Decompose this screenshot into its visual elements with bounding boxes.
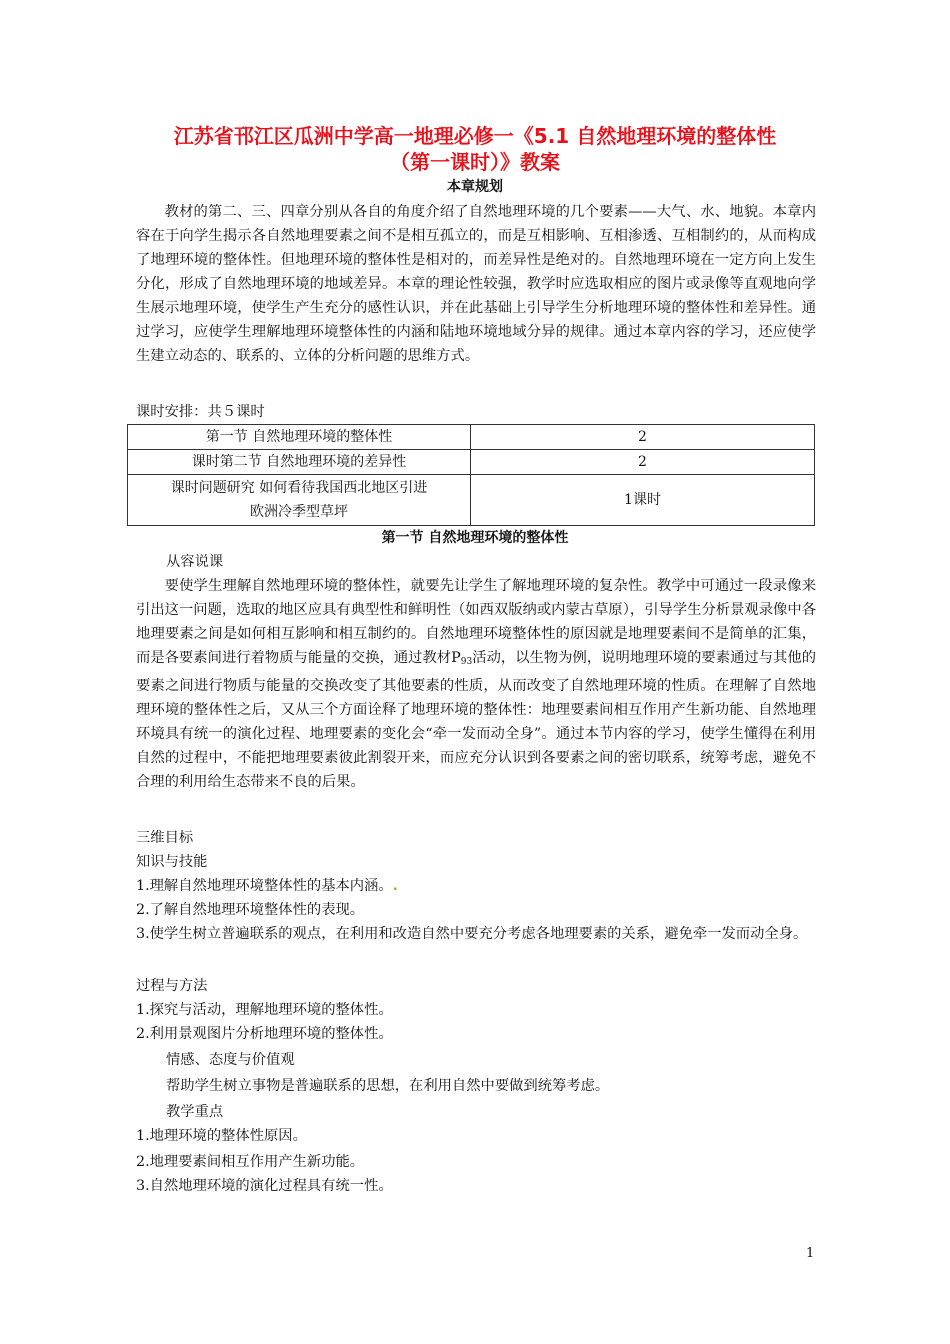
knowledge-item-1-text: 1.理解自然地理环境整体性的基本内涵。: [136, 878, 393, 894]
key-point-item-3: 3.自然地理环境的演化过程具有统一性。: [136, 1178, 393, 1194]
process-heading: 过程与方法: [136, 978, 208, 994]
talk-text-before: 要使学生理解自然地理环境的整体性，就要先让学生了解地理环境的复杂性。教学中可通过一段录像来引出这一问题，选取的地区应具有典型性和鲜明性（如西双版纳或内蒙古草原），引导学生分析景观录像中各地理要素之间是如何相互影响和相互制约的。自然地理环境整体性的原因就是地理要素间不是简单的汇集，而是各要素间进行着物质与能量的交换，通过教材: [136, 578, 816, 666]
table-cell-topic: 第一节 自然地理环境的整体性: [128, 425, 471, 450]
schedule-label: 课时安排：共５课时: [136, 404, 265, 420]
table-cell-hours: 1课时: [471, 475, 815, 526]
page-number: 1: [806, 1246, 815, 1261]
knowledge-item-1: [136, 874, 826, 898]
talk-paragraph: [136, 574, 816, 794]
table-cell-topic-line-1: 课时问题研究 如何看待我国西北地区引进: [170, 480, 428, 496]
document-title-line-2: （第一课时）》教案: [390, 150, 560, 174]
key-point-item-1: 1.地理环境的整体性原因。: [136, 1128, 307, 1144]
chapter-plan-heading: 本章规划: [447, 179, 503, 195]
schedule-table: [127, 424, 815, 526]
process-item-1: 1.探究与活动，理解地理环境的整体性。: [136, 1002, 393, 1018]
chapter-plan-paragraph: 教材的第二、三、四章分别从各自的角度介绍了自然地理环境的几个要素——大气、水、地貌。本章内容在于向学生揭示各自然地理要素之间不是相互孤立的，而是互相影响、互相渗透、互相制约的，从而构成了地理环境的整体性。但地理环境的整体性是相对的，而差异性是绝对的。自然地理环境在一定方向上发生分化，形成了自然地理环境的地域差异。本章的理论性较强，教学时应选取相应的图片或录像等直观地向学生展示地理环境，使学生产生充分的感性认识，并在此基础上引导学生分析地理环境的整体性和差异性。通过学习，应使学生理解地理环境整体性的内涵和陆地环境地域分异的规律。通过本章内容的学习，还应使学生建立动态的、联系的、立体的分析问题的思维方式。: [136, 204, 816, 364]
highlight-dot: .: [392, 878, 398, 894]
table-cell-hours: 2: [471, 425, 815, 450]
table-row: [128, 450, 815, 475]
knowledge-item-3: 3.使学生树立普遍联系的观点，在利用和改造自然中要充分考虑各地理要素的关系，避免牵一发而动全身。: [136, 926, 808, 942]
key-point-item-2: 2.地理要素间相互作用产生新功能。: [136, 1154, 365, 1170]
talk-page-ref: P: [451, 650, 461, 666]
knowledge-item-2: 2.了解自然地理环境整体性的表现。: [136, 902, 365, 918]
table-cell-topic-line-2: 欧洲冷季型草坪: [250, 504, 348, 520]
table-row: [128, 425, 815, 450]
table-cell-hours: 2: [471, 450, 815, 475]
section-heading: 第一节 自然地理环境的整体性: [381, 530, 569, 546]
process-item-2: 2.利用景观图片分析地理环境的整体性。: [136, 1026, 393, 1042]
document-title-line-1: 江苏省邗江区瓜洲中学高一地理必修一《5.1 自然地理环境的整体性: [173, 124, 777, 148]
talk-heading: 从容说课: [166, 554, 224, 570]
table-cell-topic: [128, 475, 471, 526]
table-cell-topic: 课时第二节 自然地理环境的差异性: [128, 450, 471, 475]
table-row: [128, 475, 815, 526]
key-points-heading: 教学重点: [166, 1104, 224, 1120]
emotion-text: 帮助学生树立事物是普遍联系的思想，在利用自然中要做到统筹考虑。: [166, 1078, 610, 1094]
emotion-heading: 情感、态度与价值观: [166, 1052, 295, 1068]
talk-page-ref-number: 93: [460, 657, 473, 667]
talk-text-after: 活动，以生物为例，说明地理环境的要素通过与其他的要素之间进行物质与能量的交换改变了其他要素的性质，从而改变了自然地理环境的性质。在理解了自然地理环境的整体性之后，又从三个方面诠释了地理环境的整体性：地理要素间相互作用产生新功能、自然地理环境具有统一的演化过程、地理要素的变化会“牵一发而动全身”。通过本节内容的学习，使学生懂得在利用自然的过程中，不能把地理要素彼此割裂开来，而应充分认识到各要素之间的密切联系，统筹考虑，避免不合理的利用给生态带来不良的后果。: [136, 650, 817, 790]
objectives-heading: 三维目标: [136, 830, 194, 846]
knowledge-heading: 知识与技能: [136, 854, 208, 870]
